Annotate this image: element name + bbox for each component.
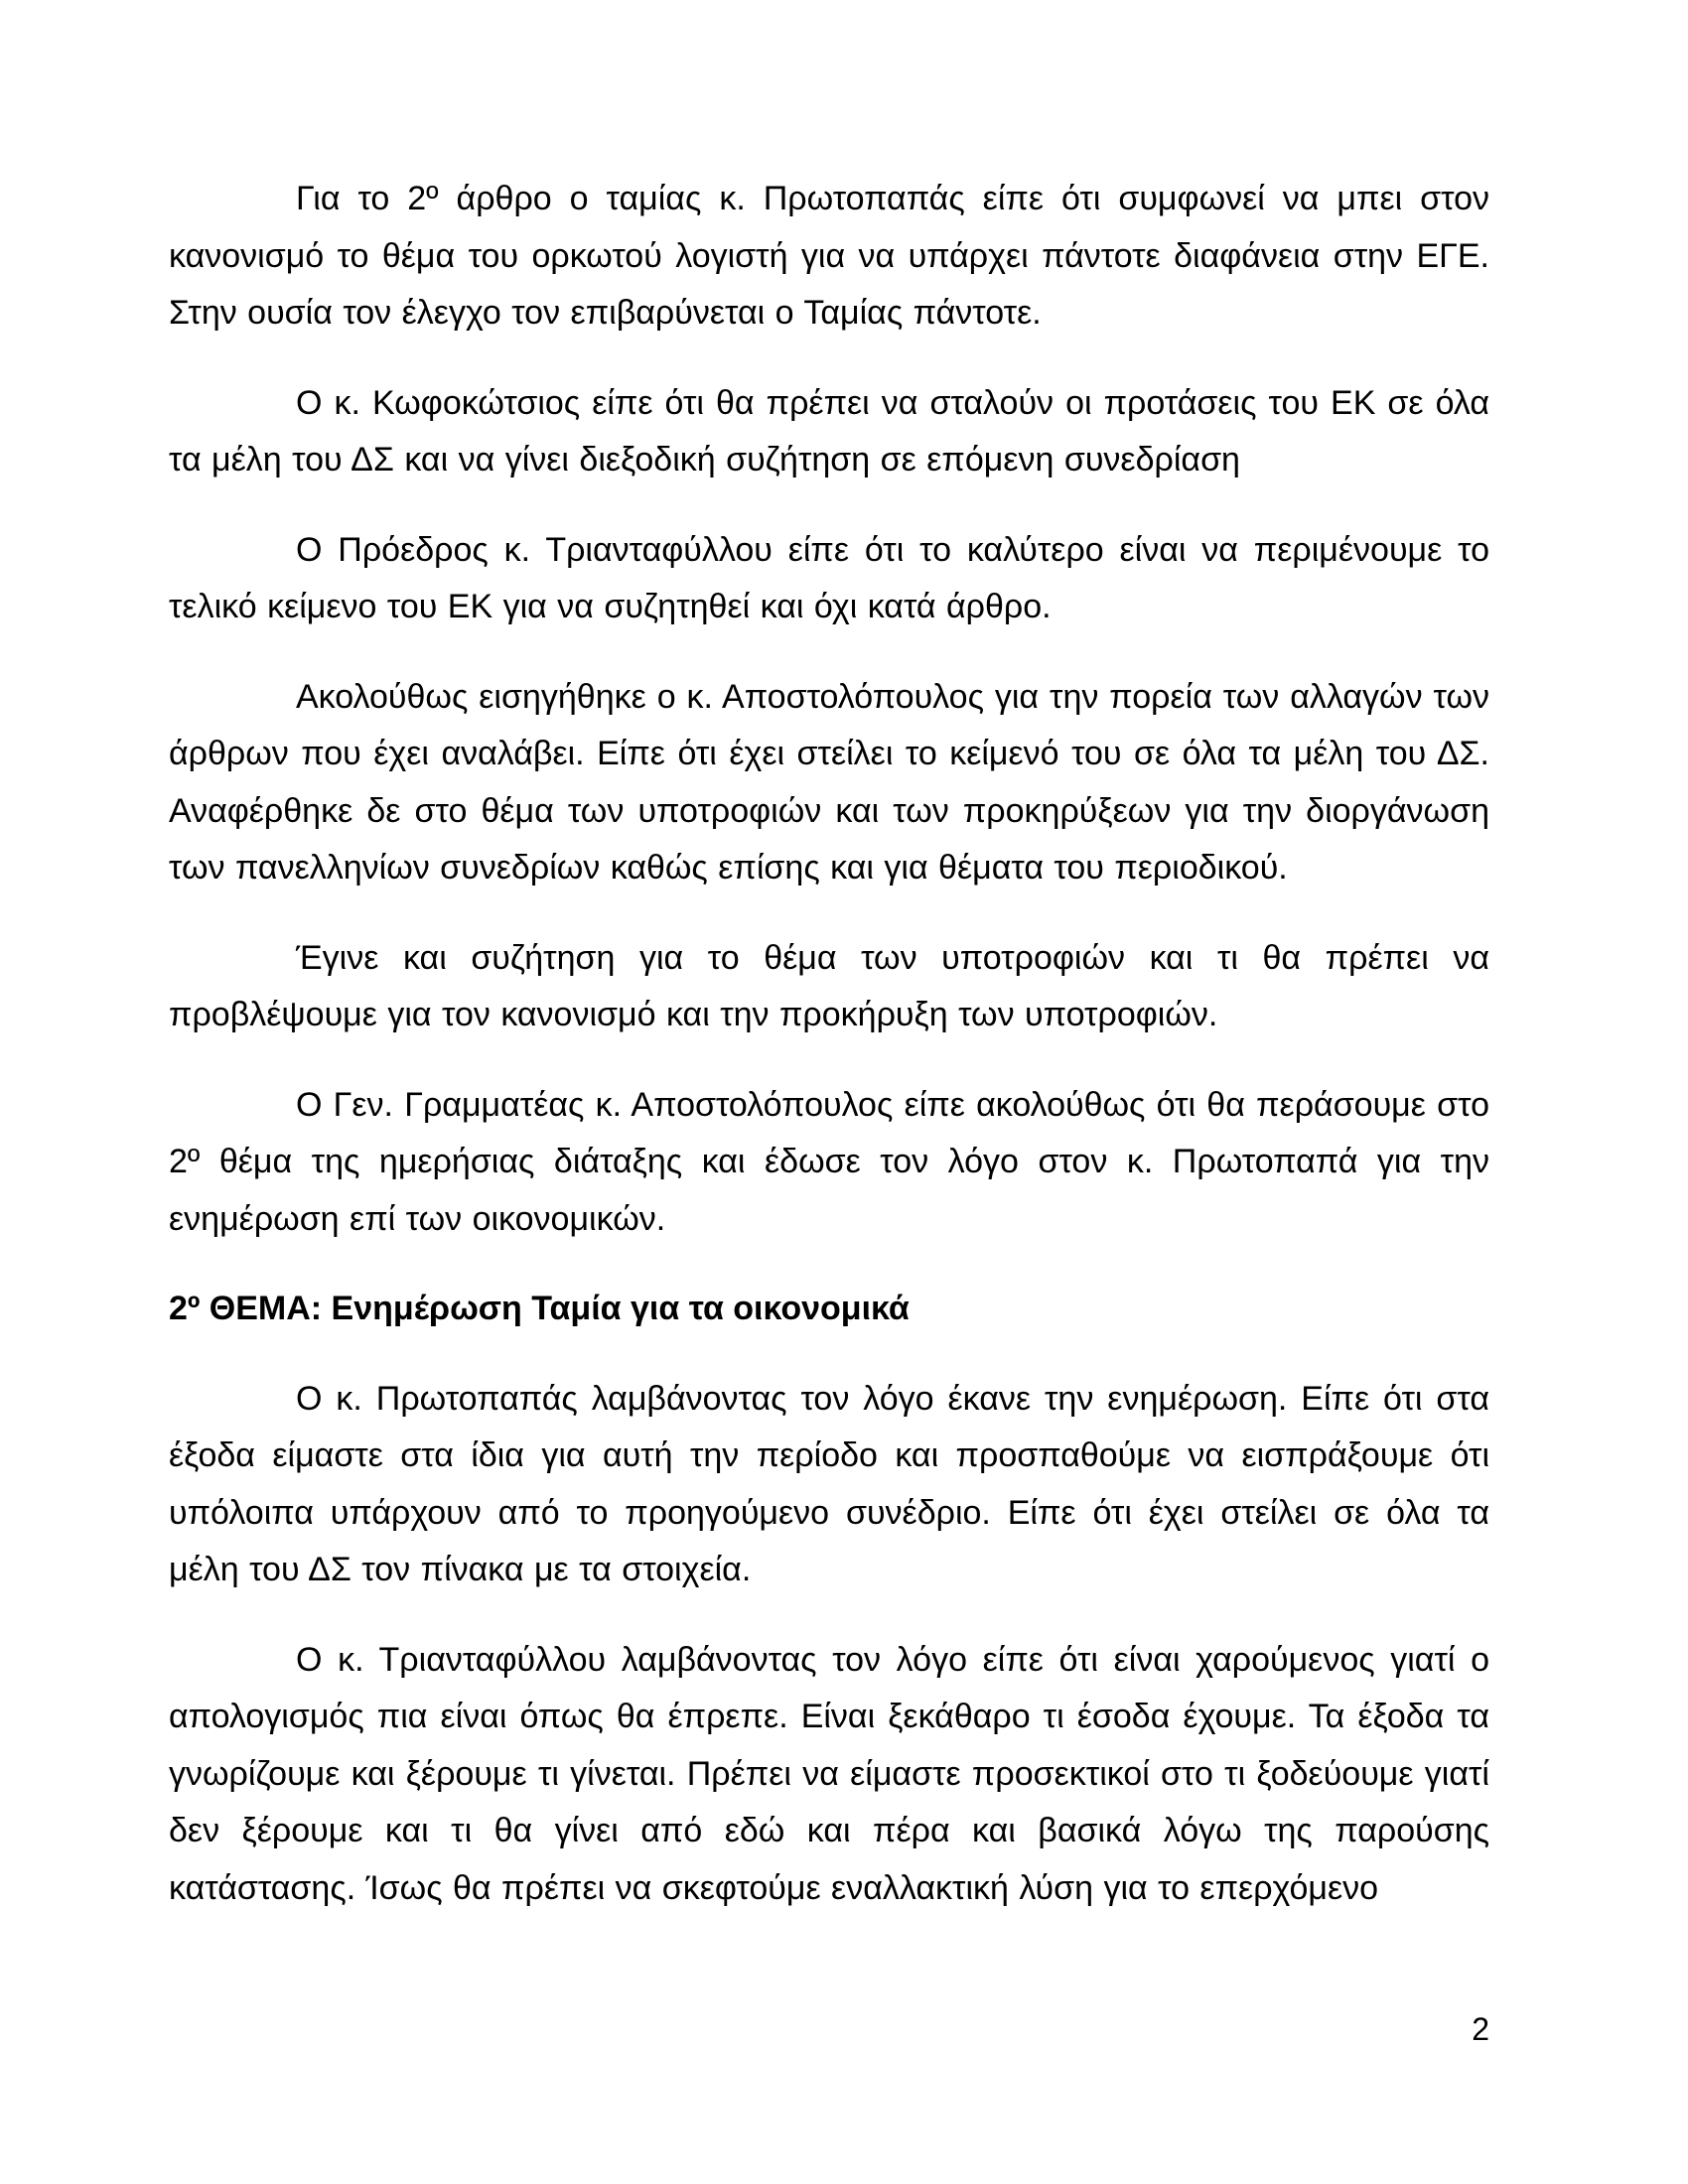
paragraph-2: Ο κ. Κωφοκώτσιος είπε ότι θα πρέπει να σταλούν οι προτάσεις του ΕΚ σε όλα τα μέλη του ΔΣ και να γίνει διεξοδική συζήτηση σε επόμενη συνεδρίαση: [169, 383, 1489, 478]
paragraph-4: Ακολούθως εισηγήθηκε ο κ. Αποστολόπουλος για την πορεία των αλλαγών των άρθρων που έχει αναλάβει. Είπε ότι έχει στείλει το κείμενό του σε όλα τα μέλη του ΔΣ. Αναφέρθηκε δε στο θέμα των υποτροφιών και των προκηρύξεων για την διοργάνωση των πανελληνίων συνεδρίων καθώς επίσης και για θέματα του περιοδικού.: [169, 677, 1489, 887]
paragraph-6: Ο Γεν. Γραμματέας κ. Αποστολόπουλος είπε ακολούθως ότι θα περάσουμε στο 2º θέμα της ημερήσιας διάταξης και έδωσε τον λόγο στον κ. Πρωτοπαπά για την ενημέρωση επί των οικονομικών.: [169, 1085, 1489, 1238]
page-number: 2: [1472, 2011, 1489, 2047]
paragraph-3: Ο Πρόεδρος κ. Τριανταφύλλου είπε ότι το καλύτερο είναι να περιμένουμε το τελικό κείμενο του ΕΚ για να συζητηθεί και όχι κατά άρθρο.: [169, 530, 1489, 625]
section-heading-topic-2: 2º ΘΕΜΑ: Ενημέρωση Ταμία για τα οικονομικά: [169, 1290, 910, 1327]
paragraph-5: Έγινε και συζήτηση για το θέμα των υποτροφιών και τι θα πρέπει να προβλέψουμε για τον κανονισμό και την προκήρυξη των υποτροφιών.: [169, 938, 1489, 1033]
paragraph-1: Για το 2º άρθρο ο ταμίας κ. Πρωτοπαπάς είπε ότι συμφωνεί να μπει στον κανονισμό το θέμα του ορκωτού λογιστή για να υπάρχει πάντοτε διαφάνεια στην ΕΓΕ. Στην ουσία τον έλεγχο τον επιβαρύνεται ο Ταμίας πάντοτε.: [169, 180, 1489, 332]
document-text-block: [169, 171, 1489, 1950]
paragraph-8: Ο κ. Τριανταφύλλου λαμβάνοντας τον λόγο είπε ότι είναι χαρούμενος γιατί ο απολογισμός πια είναι όπως θα έπρεπε. Είναι ξεκάθαρο τι έσοδα έχουμε. Τα έξοδα τα γνωρίζουμε και ξέρουμε τι γίνεται. Πρέπει να είμαστε προσεκτικοί στο τι ξοδεύουμε γιατί δεν ξέρουμε και τι θα γίνει από εδώ και πέρα και βασικά λόγω της παρούσης κατάστασης. Ίσως θα πρέπει να σκεφτούμε εναλλακτική λύση για το επερχόμενο: [169, 1640, 1489, 1907]
paragraph-7: Ο κ. Πρωτοπαπάς λαμβάνοντας τον λόγο έκανε την ενημέρωση. Είπε ότι στα έξοδα είμαστε στα ίδια για αυτή την περίοδο και προσπαθούμε να εισπράξουμε ότι υπόλοιπα υπάρχουν από το προηγούμενο συνέδριο. Είπε ότι έχει στείλει σε όλα τα μέλη του ΔΣ τον πίνακα με τα στοιχεία.: [169, 1379, 1489, 1588]
